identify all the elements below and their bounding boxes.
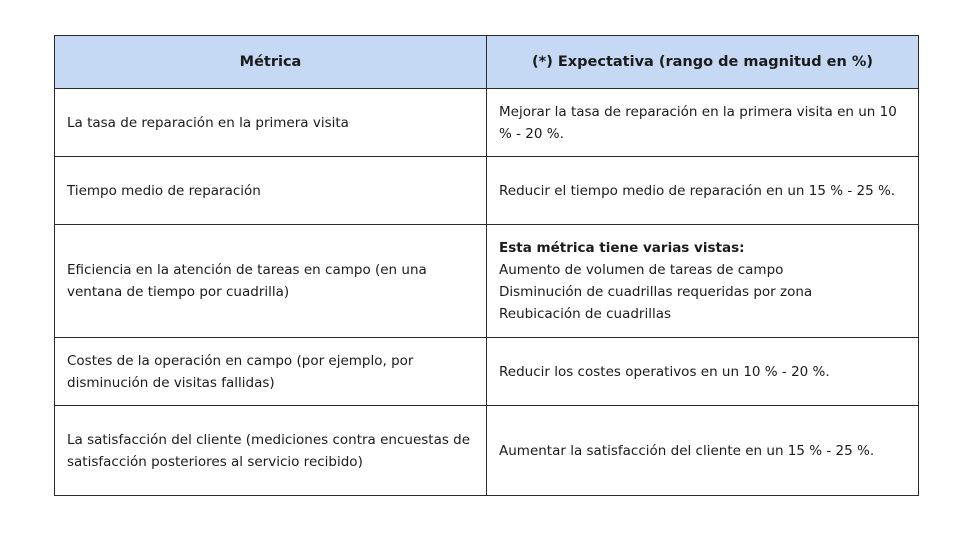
metric-cell: La satisfacción del cliente (mediciones contra encuestas de satisfacción posteriores al servicio recibido) <box>55 406 487 496</box>
table-body <box>55 89 919 496</box>
table-row <box>55 89 919 157</box>
expectation-heading: Esta métrica tiene varias vistas: <box>499 240 745 256</box>
expectation-item: Disminución de cuadrillas requeridas por zona <box>499 284 813 300</box>
expectation-cell: Reducir los costes operativos en un 10 % - 20 %. <box>487 338 919 406</box>
header-row <box>55 36 919 89</box>
metric-cell: Tiempo medio de reparación <box>55 157 487 225</box>
expectation-item: Aumento de volumen de tareas de campo <box>499 262 784 278</box>
expectation-cell <box>487 225 919 338</box>
header-metric: Métrica <box>55 36 487 89</box>
expectation-cell: Aumentar la satisfacción del cliente en un 15 % - 25 %. <box>487 406 919 496</box>
metric-cell: Costes de la operación en campo (por ejemplo, por disminución de visitas fallidas) <box>55 338 487 406</box>
metric-cell: La tasa de reparación en la primera visita <box>55 89 487 157</box>
table-row <box>55 225 919 338</box>
table-header <box>55 36 919 89</box>
metric-cell: Eficiencia en la atención de tareas en campo (en una ventana de tiempo por cuadrilla) <box>55 225 487 338</box>
expectation-cell: Mejorar la tasa de reparación en la primera visita en un 10 % - 20 %. <box>487 89 919 157</box>
table-row <box>55 157 919 225</box>
expectation-item: Reubicación de cuadrillas <box>499 306 672 322</box>
expectation-cell: Reducir el tiempo medio de reparación en un 15 % - 25 %. <box>487 157 919 225</box>
table-row <box>55 406 919 496</box>
table-row <box>55 338 919 406</box>
metrics-table <box>54 35 919 496</box>
header-expectation: (*) Expectativa (rango de magnitud en %) <box>487 36 919 89</box>
